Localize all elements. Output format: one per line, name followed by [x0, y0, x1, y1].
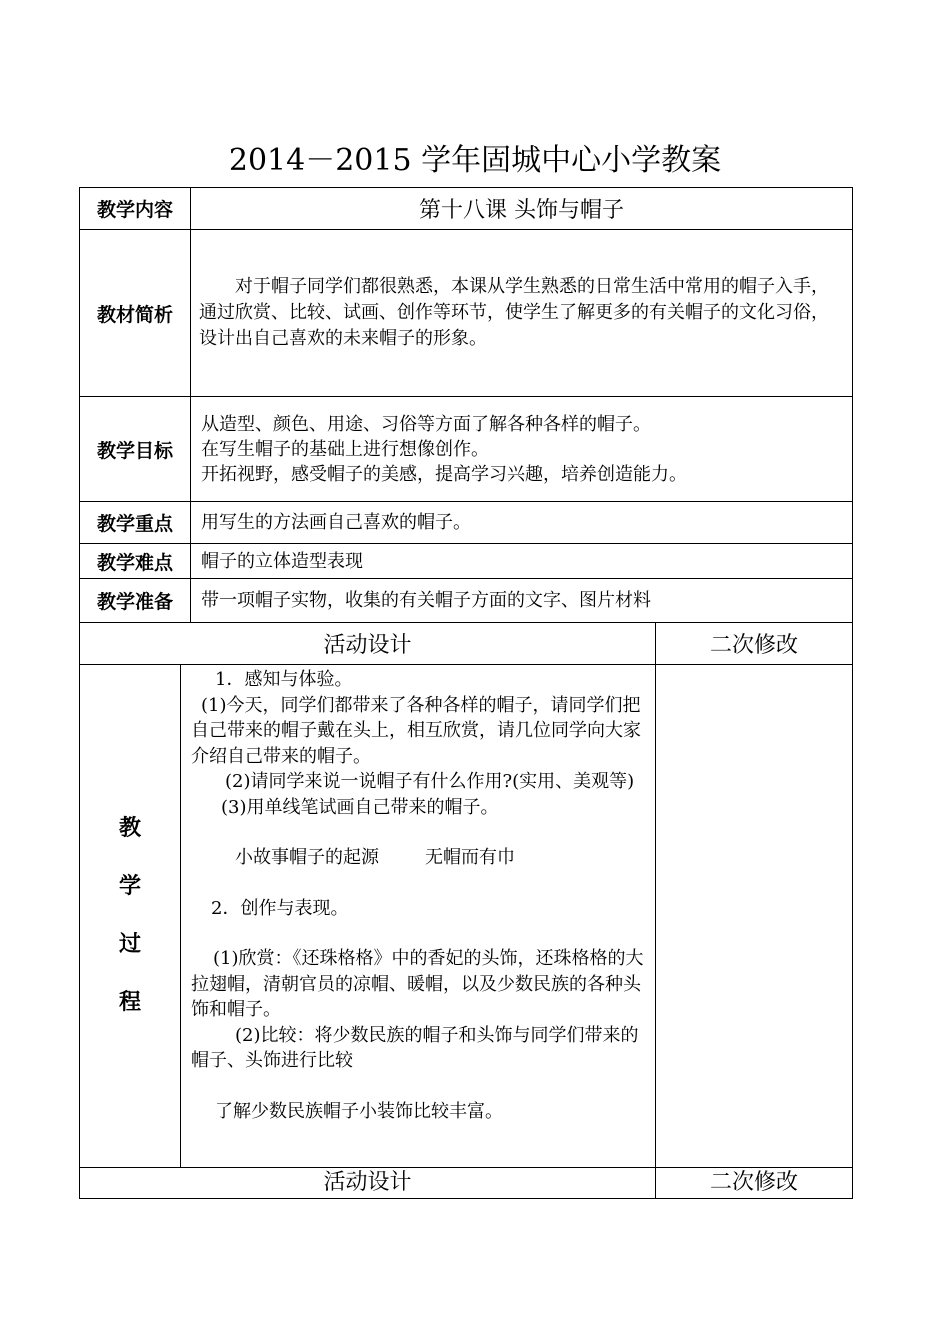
step-1-item-3: (3)用单线笔试画自己带来的帽子。 [221, 796, 499, 818]
activity-design-header: 活动设计 [80, 623, 656, 665]
goal-line-2: 在写生帽子的基础上进行想像创作。 [201, 438, 490, 460]
row-goals [80, 397, 853, 502]
key-text: 用写生的方法画自己喜欢的帽子。 [191, 502, 853, 544]
step-1-item-1: (1)今天，同学们都带来了各种各样的帽子，请同学们把自己带来的帽子戴在头上，相互欣赏，请几位同学向大家介绍自己带来的帽子。 [191, 694, 641, 767]
footer-revision-header: 二次修改 [656, 1168, 853, 1199]
label-prep: 教学准备 [80, 579, 191, 623]
row-content [80, 188, 853, 230]
page-title: 2014－2015 学年固城中心小学教案 [228, 143, 722, 178]
step-2-item-1: (1)欣赏：《还珠格格》中的香妃的头饰，还珠格格的大拉翅帽，清朝官员的凉帽、暖帽，以及少数民族的各种头饰和帽子。 [191, 948, 644, 1020]
step-2-heading: 2．创作与表现。 [211, 897, 349, 919]
footer-design-header: 活动设计 [80, 1168, 656, 1199]
story-title: 小故事帽子的起源 [235, 847, 379, 868]
row-difficulty [80, 544, 853, 579]
step-2-item-2: (2)比较：将少数民族的帽子和头饰与同学们带来的帽子、头饰进行比较 [191, 1024, 639, 1071]
row-prep [80, 579, 853, 623]
difficulty-text: 帽子的立体造型表现 [191, 544, 853, 579]
lesson-title: 第十八课 头饰与帽子 [191, 188, 853, 230]
story-subtitle: 无帽而有巾 [425, 847, 515, 868]
activity-header-row [80, 623, 853, 665]
footer-header-row [80, 1168, 853, 1199]
label-difficulty: 教学难点 [80, 544, 191, 579]
label-key: 教学重点 [80, 502, 191, 544]
revision-header: 二次修改 [656, 623, 853, 665]
row-analysis [80, 230, 853, 397]
row-key [80, 502, 853, 544]
goal-line-3: 开拓视野，感受帽子的美感，提高学习兴趣，培养创造能力。 [201, 463, 688, 485]
prep-text: 带一项帽子实物，收集的有关帽子方面的文字、图片材料 [191, 579, 853, 623]
label-process: 教 学 过 程 [80, 665, 181, 1168]
label-goals: 教学目标 [80, 397, 191, 502]
step-1-heading: 1．感知与体验。 [215, 669, 353, 690]
lesson-plan-table [79, 187, 853, 1199]
story-line [191, 845, 647, 871]
step-1-item-2: (2)请同学来说一说帽子有什么作用?(实用、美观等) [225, 771, 635, 792]
row-process [80, 665, 853, 1168]
process-revision-cell [656, 665, 853, 1168]
label-content: 教学内容 [80, 188, 191, 230]
process-content [181, 665, 656, 1168]
label-analysis: 教材简析 [80, 230, 191, 397]
goal-line-1: 从造型、颜色、用途、习俗等方面了解各种各样的帽子。 [201, 413, 652, 435]
step-2-note: 了解少数民族帽子小装饰比较丰富。 [215, 1100, 503, 1122]
analysis-text: 对于帽子同学们都很熟悉，本课从学生熟悉的日常生活中常用的帽子入手，通过欣赏、比较、试画、创作等环节，使学生了解更多的有关帽子的文化习俗，设计出自己喜欢的未来帽子的形象。 [199, 276, 830, 349]
